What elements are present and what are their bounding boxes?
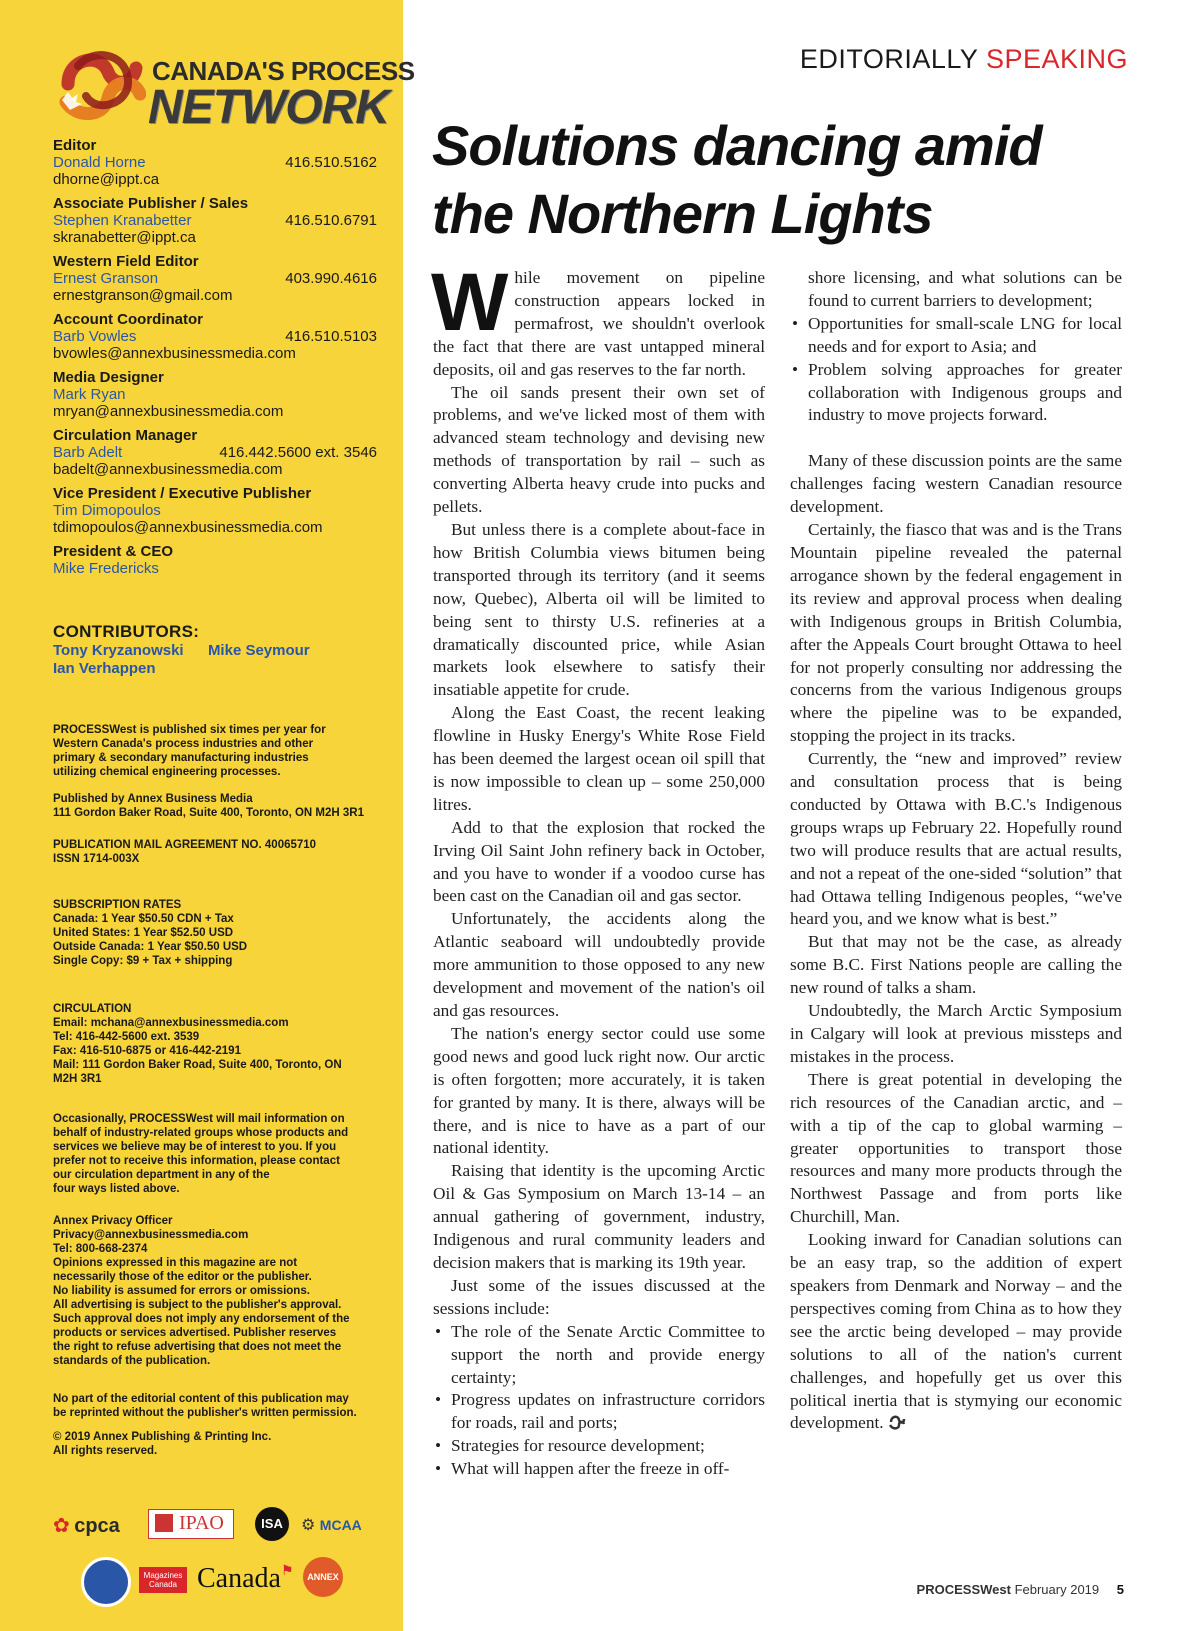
maple-leaf-icon: ✿ (53, 1515, 70, 1537)
fine-print-line: M2H 3R1 (53, 1073, 102, 1085)
masthead-phone: 403.990.4616 (285, 270, 377, 287)
fine-print-line: our circulation department in any of the (53, 1169, 270, 1181)
list-item-continued: shore licensing, and what solutions can be found to current barriers to development; (808, 268, 1122, 310)
masthead-name: Donald Horne (53, 154, 146, 171)
masthead-phone: 416.510.5162 (285, 154, 377, 171)
fine-print-line: be reprinted without the publisher's written permission. (53, 1407, 357, 1419)
masthead-entry (53, 253, 393, 304)
masthead-email[interactable]: skranabetter@ippt.ca (53, 229, 196, 246)
logo-text-bottom: NETWORK (148, 81, 389, 134)
fine-print-line: SUBSCRIPTION RATES (53, 899, 182, 911)
fine-print-line: Privacy@annexbusinessmedia.com (53, 1229, 249, 1241)
masthead-phone: 416.510.5103 (285, 328, 377, 345)
article-column-2 (790, 267, 1122, 1435)
mcaa-logo: ⚙ MCAA (301, 1517, 362, 1534)
fine-print-line: © 2019 Annex Publishing & Printing Inc. (53, 1431, 272, 1443)
masthead-entry (53, 137, 393, 188)
article-paragraph: Along the East Coast, the recent leaking flowline in Husky Energy's White Rose Field has been deemed the largest ocean oil spill that is now impossible to clean up – some 250,000 litres. (433, 703, 765, 814)
fine-privacy (53, 1214, 393, 1368)
fine-print-line: Email: mchana@annexbusinessmedia.com (53, 1017, 289, 1029)
masthead-email[interactable]: ernestgranson@gmail.com (53, 287, 233, 304)
masthead-name: Mike Fredericks (53, 560, 159, 577)
section-label: EDITORIALLY SPEAKING (799, 44, 1128, 74)
fine-print-line: services we believe may be of interest to you. If you (53, 1141, 337, 1153)
masthead-name: Ernest Granson (53, 270, 159, 287)
fine-print-line: United States: 1 Year $52.50 USD (53, 927, 234, 939)
masthead-email[interactable]: bvowles@annexbusinessmedia.com (53, 345, 296, 362)
masthead-entry (53, 427, 393, 478)
publication-name: PROCESSWest (916, 1582, 1011, 1597)
issue-date: February 2019 (1014, 1582, 1100, 1597)
fine-print-line: primary & secondary manufacturing industries (53, 752, 309, 764)
fine-print-line: Published by Annex Business Media (53, 793, 253, 805)
circular-seal-logo (81, 1557, 131, 1607)
masthead-role: Western Field Editor (53, 253, 199, 270)
logo-text-top: CANADA'S PROCESS (152, 56, 415, 86)
network-knot-icon (56, 44, 146, 124)
masthead-role: Account Coordinator (53, 311, 203, 328)
fine-copyright (53, 1430, 393, 1458)
article-paragraph: Currently, the “new and improved” review and consultation process that is being conducted by Ottawa with B.C.'s Indigenous groups wraps up February 22. Hopefully round two will produce results that are actual results, and not a repeat of the one-sided “solution” that had Ottawa telling Indigenous peoples, “we've heard you, and we know what is best.” (790, 749, 1122, 929)
fine-print-line: products or services advertised. Publisher reserves (53, 1327, 337, 1339)
page-footer (917, 1582, 1124, 1597)
fine-print-line: Occasionally, PROCESSWest will mail information on (53, 1113, 345, 1125)
article-paragraph: Many of these discussion points are the same challenges facing western Canadian resource development. (790, 451, 1122, 517)
contributor-name: Ian Verhappen (53, 660, 156, 677)
contributor-name: Mike Seymour (207, 642, 310, 659)
fine-print-line: All advertising is subject to the publisher's approval. (53, 1299, 342, 1311)
fine-print-line: No liability is assumed for errors or omissions. (53, 1285, 310, 1297)
fine-print-line: Western Canada's process industries and other (53, 738, 314, 750)
masthead-name: Mark Ryan (53, 386, 126, 403)
article-paragraph: Raising that identity is the upcoming Arctic Oil & Gas Symposium on March 13-14 – an annual gathering of government, industry, Indigenous and rural community leaders and decision makers that is marking its 19th year. (433, 1161, 765, 1272)
end-mark-icon (888, 1414, 906, 1430)
fine-print-line: necessarily those of the editor or the publisher. (53, 1271, 312, 1283)
fine-print-line: Single Copy: $9 + Tax + shipping (53, 955, 233, 967)
article-paragraph: While movement on pipeline construction appears locked in permafrost, we shouldn't overlook the fact that there are vast untapped mineral deposits, oil and gas reserves to the far north. (431, 257, 765, 379)
fine-print-line: Annex Privacy Officer (53, 1215, 173, 1227)
fine-print-line: behalf of industry-related groups whose products and (53, 1127, 349, 1139)
masthead-entry (53, 369, 393, 420)
fine-print-line: 111 Gordon Baker Road, Suite 400, Toronto, ON M2H 3R1 (53, 807, 364, 819)
drop-cap: W (431, 257, 509, 348)
list-item: • Progress updates on infrastructure corridors for roads, rail and ports; (433, 1389, 765, 1435)
masthead-role: Circulation Manager (53, 427, 198, 444)
fine-print-line: Opinions expressed in this magazine are not (53, 1257, 298, 1269)
masthead-entry (53, 543, 393, 577)
fine-print-line: standards of the publication. (53, 1355, 211, 1367)
fine-print-line: Outside Canada: 1 Year $50.50 USD (53, 941, 248, 953)
fine-print-line: Tel: 800-668-2374 (53, 1243, 148, 1255)
masthead-role: Vice President / Executive Publisher (53, 485, 312, 502)
article-paragraph: Unfortunately, the accidents along the Atlantic seaboard will undoubtedly provide more ammunition to those opposed to any new development and movement of the nation's oil and gas resources. (433, 909, 765, 1020)
article-paragraph: But that may not be the case, as already some B.C. First Nations people are calling the new round of talks a sham. (790, 932, 1122, 998)
fine-print-line: utilizing chemical engineering processes. (53, 766, 281, 778)
page-number: 5 (1116, 1582, 1124, 1597)
fine-mail-agreement (53, 838, 393, 866)
isa-logo: ISA (255, 1507, 289, 1541)
ipao-logo: IPAO (148, 1509, 234, 1539)
contributor-name: Tony Kryzanowski (53, 642, 184, 659)
article-paragraph: Undoubtedly, the March Arctic Symposium in Calgary will look at previous missteps and mistakes in the process. (790, 1001, 1122, 1066)
article-headline: Solutions dancing amid the Northern Lights (432, 114, 1042, 245)
list-item: • The role of the Senate Arctic Committee to support the north and provide energy certainty; (433, 1321, 765, 1390)
partner-logos (53, 1505, 393, 1615)
masthead-role: Media Designer (53, 369, 164, 386)
fine-print-line: prefer not to receive this information, please contact (53, 1155, 340, 1167)
article-paragraph: Just some of the issues discussed at the sessions include: (433, 1275, 765, 1318)
masthead-email[interactable]: badelt@annexbusinessmedia.com (53, 461, 283, 478)
masthead-email[interactable]: tdimopoulos@annexbusinessmedia.com (53, 519, 323, 536)
fine-print-line: Tel: 416-442-5600 ext. 3539 (53, 1031, 200, 1043)
fine-print-line: Such approval does not imply any endorsement of the (53, 1313, 350, 1325)
masthead-role: Associate Publisher / Sales (53, 195, 249, 212)
article-paragraph: Looking inward for Canadian solutions can be an easy trap, so the addition of expert speakers from Denmark and Norway – and the perspectives coming from China as to how they see the arctic being developed – may provide solutions to all of the nation's current challenges, and hopefully get us over this political inertia that is stymying our economic development. (790, 1230, 1122, 1433)
fine-print-line: four ways listed above. (53, 1183, 180, 1195)
masthead-entry (53, 195, 393, 246)
masthead-name: Barb Vowles (53, 328, 137, 345)
fine-print-line: PUBLICATION MAIL AGREEMENT NO. 40065710 (53, 839, 317, 851)
list-item: • What will happen after the freeze in off- (433, 1458, 765, 1481)
fine-print-line: the right to refuse advertising that does not meet the (53, 1341, 342, 1353)
masthead-role: President & CEO (53, 543, 174, 560)
fine-print-line: PROCESSWest is published six times per year for (53, 724, 326, 736)
fine-print-line: CIRCULATION (53, 1003, 132, 1015)
wrench-icon: ⚙ (301, 1517, 316, 1534)
issues-list-continued (790, 313, 1122, 428)
fine-about (53, 723, 393, 779)
masthead-name: Stephen Kranabetter (53, 212, 192, 229)
article-paragraph: The oil sands present their own set of problems, and we've licked most of them with advanced steam technology and devising new methods of transportation by rail – such as converting Alberta heavy crude into pucks and pellets. (433, 382, 765, 517)
list-item: • Problem solving approaches for greater collaboration with Indigenous groups and industry to move projects forward. (790, 359, 1122, 428)
masthead-role: Editor (53, 137, 97, 154)
fine-published-by (53, 792, 393, 820)
fine-print-line: Canada: 1 Year $50.50 CDN + Tax (53, 913, 234, 925)
article-column-1 (431, 257, 765, 1481)
masthead-phone: 416.442.5600 ext. 3546 (219, 444, 377, 461)
magazines-canada-logo: Magazines Canada (139, 1567, 187, 1593)
list-item: • Opportunities for small-scale LNG for local needs and for export to Asia; and (790, 313, 1122, 359)
issues-list (433, 1321, 765, 1481)
masthead-phone: 416.510.6791 (285, 212, 377, 229)
masthead-sidebar (0, 0, 415, 1631)
article-paragraph: Certainly, the fiasco that was and is the Trans Mountain pipeline revealed the paternal arrogance shown by the federal engagement in its review and approval process when dealing with Indigenous groups in British Columbia, after the Appeals Court brought Ottawa to heel for not properly consulting nor addressing the concerns from the various Indigenous groups where the pipeline was to be expanded, stopping the project in its tracks. (790, 520, 1122, 746)
masthead-email[interactable]: dhorne@ippt.ca (53, 171, 160, 188)
article-paragraph: The nation's energy sector could use some good news and good luck right now. Our arctic is often forgotten; more accurately, it is taken for granted by many. It is there, always will be there, and is nice to have as a part of our national identity. (433, 1023, 765, 1158)
contributors-heading: CONTRIBUTORS: (53, 622, 200, 641)
canada-wordmark: Canada⚑ (197, 1563, 294, 1594)
fine-print-line: ISSN 1714-003X (53, 853, 140, 865)
masthead-entry (53, 485, 393, 536)
article-paragraph: There is great potential in developing the rich resources of the Canadian arctic, and – with a tip of the cap to global warming – greater opportunities to transport those resources and many more products through the Northwest Passage and from ports like Churchill, Man. (790, 1069, 1122, 1227)
fine-print-line: Fax: 416-510-6875 or 416-442-2191 (53, 1045, 241, 1057)
article-paragraph: Add to that the explosion that rocked the Irving Oil Saint John refinery back in October, and you have to wonder if a voodoo curse has been cast on the Canadian oil and gas sector. (433, 817, 765, 906)
fine-print-line: No part of the editorial content of this publication may (53, 1393, 349, 1405)
flag-icon: ⚑ (280, 1564, 294, 1579)
annex-logo: ANNEX (303, 1557, 343, 1597)
canadas-process-network-logo (56, 44, 415, 134)
fine-mailing-notice (53, 1112, 393, 1196)
fine-print-line: Mail: 111 Gordon Baker Road, Suite 400, Toronto, ON (53, 1059, 342, 1071)
fine-reprint (53, 1392, 393, 1420)
cpca-logo: ✿ cpca (53, 1515, 120, 1537)
masthead-name: Barb Adelt (53, 444, 123, 461)
list-item: • Strategies for resource development; (433, 1435, 765, 1458)
masthead-entry (53, 311, 393, 362)
masthead-name: Tim Dimopoulos (53, 502, 161, 519)
fine-subscription-rates (53, 898, 393, 968)
fine-circulation (53, 1002, 393, 1086)
contributors-block (53, 622, 393, 678)
article-paragraph: But unless there is a complete about-face in how British Columbia views bitumen being transported through its territory (and it seems now, Quebec), Alberta oil will be limited to being sent to thirsty U.S. refineries at a dramatically discounted price, while Asian markets look elsewhere to satisfy their insatiable appetite for crude. (433, 519, 765, 700)
fine-print-line: All rights reserved. (53, 1445, 158, 1457)
masthead-email[interactable]: mryan@annexbusinessmedia.com (53, 403, 284, 420)
